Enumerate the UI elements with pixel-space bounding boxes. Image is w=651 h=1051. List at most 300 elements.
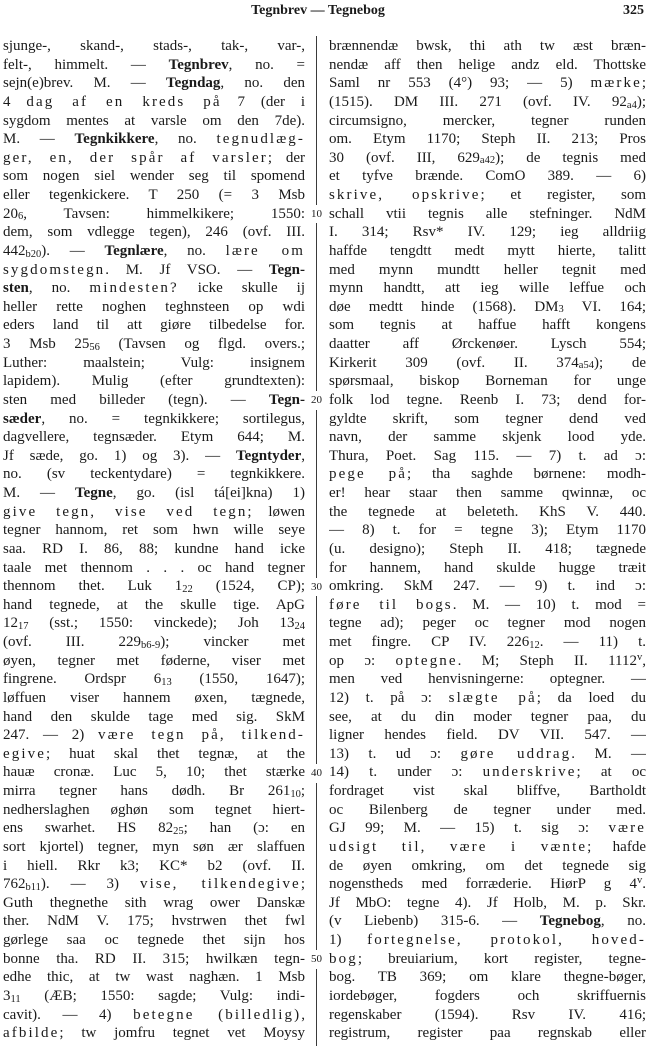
line-text: ); [636, 93, 646, 110]
subscript: a42 [479, 155, 496, 167]
page-number: 325 [623, 3, 644, 18]
text-line [3, 745, 305, 764]
text-line [329, 782, 646, 801]
text-line [329, 968, 646, 987]
text-line [329, 503, 646, 522]
text-line [3, 93, 305, 112]
line-text: bog. TB 369; om klare thegne-bøger, [329, 969, 646, 986]
line-text: men ved henvisningerne: optegner. — [329, 671, 646, 688]
line-text: brænnendæ bwsk, thi ath tw æst bræn- [329, 38, 646, 54]
line-text: , no. [28, 280, 90, 297]
text-line [3, 559, 305, 578]
line-text: VI. 164; [563, 298, 646, 315]
line-text: ; [641, 75, 646, 92]
text-line [329, 223, 646, 242]
line-text: 7 (der i [221, 93, 305, 110]
text-line [3, 521, 305, 540]
text-line [3, 708, 305, 727]
spaced-text: udsigt til, være i vænte [329, 838, 588, 855]
text-line [3, 540, 305, 559]
line-text: ; [300, 783, 305, 799]
line-text: iordebøger, fogders och skriffuernis [329, 987, 646, 1004]
text-line [329, 1024, 646, 1043]
text-line [329, 894, 646, 913]
line-text: , no. den [220, 75, 305, 92]
line-text: ens swarhet. HS 82 [3, 820, 174, 837]
line-number: 30 [306, 578, 327, 597]
text-line [3, 689, 305, 708]
line-text: nendæ aff then helige andz eld. Thottske [329, 56, 646, 73]
line-text: . M. — 10) t. mod = [452, 596, 646, 613]
line-text: ); de tegnis med [495, 149, 646, 166]
spaced-text: være [608, 820, 646, 837]
line-text: lapidem). Mulig (efter grundtexten): [3, 373, 305, 390]
subscript: 13 [161, 676, 172, 688]
text-line [3, 410, 305, 429]
line-text: Saml nr 553 (4°) 93; — 5) [329, 75, 591, 92]
spaced-text: slægte på [448, 689, 537, 706]
text-line [3, 112, 305, 131]
text-line [3, 130, 305, 149]
text-line [3, 838, 305, 857]
spaced-text: mindesten? [89, 280, 179, 297]
headword: Tegntyder [235, 447, 302, 464]
line-text: 3 Msb 25 [3, 336, 90, 352]
spaced-text: underskrive [482, 764, 577, 781]
subscript: 25 [173, 825, 184, 837]
text-line [329, 540, 646, 559]
text-line [3, 950, 305, 969]
line-text: , [301, 1006, 305, 1023]
text-line [329, 857, 646, 876]
text-line [3, 782, 305, 801]
line-text: sygdom mentes at varsle om den 7de). [3, 112, 305, 129]
text-line [3, 763, 305, 782]
line-text: 3 [3, 987, 11, 1004]
text-line [329, 354, 646, 373]
line-text: , Tavsen: himmelkikere; 1550: [23, 205, 305, 222]
text-line [329, 261, 646, 280]
spaced-text: sygdomstegn [3, 261, 106, 278]
right-column [329, 37, 646, 1043]
line-text: mirra tegner hans dødh. Br 261 [3, 783, 291, 799]
text-line [329, 74, 646, 93]
spaced-text: pege på [329, 466, 407, 483]
spaced-text: lære om [225, 242, 305, 259]
line-text: edhe thic, at tw wast naghæn. 1 Msb [3, 969, 305, 986]
line-text: et tyfve brænde. ComO 389. — 6) [329, 168, 646, 185]
line-text: (u. designo); Steph II. 418; tægnede [329, 540, 646, 557]
text-line [329, 279, 646, 298]
superscript: v [637, 875, 643, 887]
line-text: i hiell. Rkr k3; KC* b2 (ovf. II. [3, 857, 305, 874]
line-text: . — 11) t. [539, 634, 646, 650]
line-text: 762 [3, 876, 26, 893]
line-text: som tegnis at haffue hafft kongens [329, 317, 646, 334]
text-line [3, 186, 305, 205]
text-line [329, 670, 646, 689]
line-text: (1524, CP); [192, 578, 305, 595]
text-line [329, 130, 646, 149]
left-column [3, 37, 305, 1043]
line-text: gyldte skrift, som tegner dend ved [329, 410, 646, 427]
line-text: nedherslaghen øghøn som tegnet hiert- [3, 801, 305, 818]
line-text: M. — [3, 131, 75, 148]
line-text: . M. Jf VSO. — [105, 261, 269, 278]
line-text: døe medtt hinde (1568). DM [329, 298, 559, 315]
line-number: 10 [306, 205, 327, 224]
line-text: eders land til att giøre tilbedelse for. [3, 317, 305, 334]
headword: Tegnkikkere [74, 131, 155, 148]
line-text: ; der [267, 149, 305, 166]
line-text: GJ 99; M. — 15) t. sig ɔ: [329, 820, 609, 837]
headword: sten [3, 280, 29, 297]
line-text: dagvellere, tegnsæder. Etym 644; M. [3, 429, 305, 446]
line-text: Jf MbO: tegne 4). Jf Holb, M. p. Skr. [329, 894, 646, 911]
spaced-text: være tegn på, tilkend- [98, 727, 305, 744]
subscript: a4 [626, 99, 637, 111]
text-line [3, 316, 305, 335]
text-line [329, 875, 646, 894]
line-text: ther. NdM V. 175; hvstrwen thet fwl [3, 913, 305, 930]
line-text: tegner hannom, ret som hwn wille seye [3, 522, 305, 539]
text-line [3, 298, 305, 317]
line-text: Jf sæde, go. 1) og 3). — [3, 447, 236, 464]
text-line [329, 931, 646, 950]
spaced-text: ger, en, der spår af varsler [3, 149, 268, 166]
line-text: ; tw jomfru tegnet vet Moysy [59, 1025, 305, 1042]
text-line [3, 391, 305, 410]
line-text: 30 (ovf. III, 629 [329, 149, 480, 166]
line-text: haffde tengdtt medt mytt hierte, talitt [329, 242, 646, 259]
text-line [329, 708, 646, 727]
text-line [3, 931, 305, 950]
spaced-text: betegne (billedlig) [133, 1006, 302, 1023]
line-text: ); de [593, 354, 646, 371]
line-text: (1515). DM III. 271 (ovf. IV. 92 [329, 93, 627, 110]
text-line [3, 819, 305, 838]
text-line [329, 391, 646, 410]
line-text: folk lod tegne. Reenb I. 73; dend for- [329, 391, 646, 408]
line-text: eller tegenkickere. T 250 (= 3 Msb [3, 187, 305, 203]
line-text: saa. RD I. 86, 88; kundne hand icke [3, 540, 305, 557]
line-text: ; hafde [587, 838, 646, 855]
spaced-text: føre til bogs [329, 596, 453, 613]
line-text: ). — [41, 242, 105, 259]
text-line [329, 447, 646, 466]
text-line [329, 205, 646, 224]
text-line [329, 298, 646, 317]
line-number: 20 [306, 391, 327, 410]
line-text: 20 [3, 205, 18, 222]
line-text: Luther: maalstein; Vulg: insignem [3, 354, 305, 371]
spaced-text: optegne [395, 652, 458, 669]
text-line [329, 242, 646, 261]
line-text: felt-, himmelt. — [3, 56, 169, 73]
line-text: , no. [600, 913, 646, 930]
text-line [329, 186, 646, 205]
line-text: ; at oc [576, 764, 646, 781]
headword: Tegnebog [539, 913, 601, 930]
text-line [3, 801, 305, 820]
text-line [329, 689, 646, 708]
line-text: som nogen siel wender seg til spomend [3, 168, 305, 185]
line-text: met fingre. CP IV. 226 [329, 634, 530, 650]
text-line [3, 279, 305, 298]
text-line [329, 633, 646, 652]
line-text: . M; Steph II. 1112 [457, 652, 637, 669]
line-text: heller rette noghen teghnsteen op wdi [3, 298, 305, 315]
line-text: navn, der samme skjenk lood yde. [329, 429, 646, 446]
headword: Tegn- [268, 391, 305, 408]
text-line [329, 596, 646, 615]
line-text: løffuen viser hannem øxen, tægnede, [3, 689, 305, 706]
text-line [329, 372, 646, 391]
text-line [3, 261, 305, 280]
line-text: sjunge-, skand-, stads-, tak-, var-, [3, 38, 305, 54]
line-text: 14) t. under ɔ: [329, 764, 483, 781]
line-text: øyen, tegner met føderne, viser met [3, 652, 305, 669]
line-text: , no. = tegnkikkere; sortilegus, [41, 410, 305, 427]
line-text: daatter aff Ørckenøer. Lysch 554; [329, 336, 646, 352]
line-text: ; han (ɔ: en [183, 820, 305, 837]
line-text: 12) t. på ɔ: [329, 689, 449, 706]
text-line [3, 670, 305, 689]
text-line [329, 559, 646, 578]
line-text: fordraget vist skal bliffve, Bartholdt [329, 783, 646, 799]
line-text: , no. [163, 242, 226, 259]
text-line [329, 987, 646, 1006]
line-text: gørlege saa oc tegnede thet sijn hos [3, 932, 305, 948]
line-text: bonne tha. RD II. 315; hwilkæn tegn- [3, 950, 305, 967]
line-text: op ɔ: [329, 652, 396, 669]
text-line [3, 912, 305, 931]
line-text: ); vincker met [160, 634, 305, 650]
line-text: taale met thennom . . . oc hand tegner [3, 559, 305, 576]
text-line [3, 37, 305, 56]
text-line [329, 316, 646, 335]
spaced-text: afbilde [3, 1025, 60, 1042]
text-line [329, 465, 646, 484]
text-line [329, 56, 646, 75]
line-text: nogenstheds med forræderie. HiørP g 4 [329, 876, 637, 893]
line-text: for hannem, hand skulde hugge træit [329, 559, 646, 576]
subscript: 56 [89, 341, 100, 353]
line-text: Guth thegnethe sith wrag ower Danskæ [3, 894, 305, 911]
line-text: (ÆB; 1550: sagde; Vulg: indi- [20, 987, 305, 1004]
text-line [329, 745, 646, 764]
text-line [3, 56, 305, 75]
line-text: I. 314; Rsv* IV. 129; ieg alldriig [329, 224, 646, 241]
line-text: fingrene. Ordspr 6 [3, 671, 162, 688]
line-text: , no. [154, 131, 217, 148]
line-text: ; huat skal thet tegnæ, at the [45, 745, 305, 762]
line-text: — 8) t. for = tegne 3); Etym 1170 [329, 522, 646, 539]
line-text: Kirkerit 309 (ovf. II. 374 [329, 354, 579, 371]
text-line [329, 614, 646, 633]
line-text: regenskaber (1594). Rsv IV. 416; [329, 1006, 646, 1023]
text-line [3, 968, 305, 987]
text-line [3, 596, 305, 615]
line-text: , go. (isl tá[ei]kna) 1) [112, 485, 305, 501]
line-text: omkring. SkM 247. — 9) t. ind ɔ: [329, 578, 646, 595]
text-line [3, 857, 305, 876]
text-line [329, 912, 646, 931]
text-line [329, 37, 646, 56]
text-line [329, 726, 646, 745]
line-text: hand tegnede, at the skulle tige. ApG [3, 596, 305, 613]
running-title: Tegnbrev — Tegnebog [251, 3, 385, 18]
headword: Tegnlære [104, 242, 164, 259]
line-text: sort kjortel) tegner, myn søn ær slaffuen [3, 838, 305, 855]
line-text: (v Liebenb) 315-6. — [329, 913, 540, 930]
spaced-text: bog [329, 950, 358, 967]
text-line [3, 652, 305, 671]
line-text: (sst.; 1550: vinckede); Joh 13 [28, 615, 295, 632]
spaced-text: skrive, opskrive [329, 187, 481, 203]
line-text: 4 [3, 93, 27, 110]
headword: Tegndag [165, 75, 221, 92]
text-line [3, 726, 305, 745]
text-line [329, 149, 646, 168]
headword: Tegn- [268, 261, 305, 278]
text-line [3, 447, 305, 466]
line-text: the tegnede at beleteth. KhS V. 440. [329, 503, 646, 520]
line-text: 13) t. ud ɔ: [329, 745, 461, 762]
text-line [3, 987, 305, 1006]
line-text: . [642, 876, 646, 893]
text-line [3, 354, 305, 373]
text-line [3, 1006, 305, 1025]
text-line [3, 223, 305, 242]
line-text: . M. — [571, 745, 646, 762]
line-text: 12 [3, 615, 18, 632]
running-header [0, 1, 651, 21]
text-line [329, 652, 646, 671]
line-text: 247. — 2) [3, 727, 98, 744]
superscript: v [637, 651, 643, 663]
line-text: tegne ad); peger oc tegner mod nogen [329, 615, 646, 632]
text-line [3, 149, 305, 168]
line-text: de øyen omkring, om det tegnede sig [329, 857, 646, 874]
line-text: Thura, Poet. Sag 115. — 7) t. ad ɔ: [329, 447, 646, 464]
line-text: med mynn mundtt heller tegnit med [329, 261, 646, 278]
headword: Tegne [74, 485, 113, 501]
line-number: 50 [306, 950, 327, 969]
text-line [3, 577, 305, 596]
line-text: hand den skulde tage med sig. SkM [3, 708, 305, 725]
line-text: registrum, register paa regnskab eller [329, 1025, 646, 1042]
line-text: mynn handtt, att ieg wille leffue och [329, 280, 646, 297]
text-line [3, 205, 305, 224]
spaced-text: give tegn, vise ved tegn [3, 503, 248, 520]
text-line [3, 372, 305, 391]
text-line [329, 335, 646, 354]
line-text: , [301, 447, 305, 464]
headword: Tegnbrev [168, 56, 229, 73]
line-text: er! hear staar then samme qwinnæ, oc [329, 485, 646, 501]
text-line [329, 950, 646, 969]
subscript: b20 [25, 248, 42, 260]
text-line [3, 242, 305, 261]
text-line [3, 633, 305, 652]
line-number: 40 [306, 764, 327, 783]
line-text: om. Etym 1170; Steph II. 213; Pros [329, 131, 646, 148]
text-line [329, 93, 646, 112]
line-text: ; et register, som [480, 187, 646, 203]
text-line [329, 428, 646, 447]
line-text: ; løwen [247, 503, 305, 520]
subscript: b11 [25, 881, 41, 893]
line-text: schall vtii tegnis alle stefninger. NdM [329, 205, 646, 222]
line-text: ; da loed du [536, 689, 646, 706]
text-line [3, 428, 305, 447]
line-text: sejn(e)brev. M. — [3, 75, 166, 92]
text-line [329, 763, 646, 782]
spaced-text: gøre uddrag [460, 745, 572, 762]
spaced-text: egive [3, 745, 46, 762]
subscript: 12 [529, 639, 540, 651]
text-line [3, 614, 305, 633]
subscript: 17 [18, 621, 29, 633]
line-text: spørsmaal, biskop Borneman for unge [329, 373, 646, 390]
line-number-gutter [306, 37, 327, 1043]
spaced-text: vise, tilkendegive [140, 876, 301, 893]
line-text: (1550, 1647); [171, 671, 305, 688]
text-line [3, 1024, 305, 1043]
text-line [329, 838, 646, 857]
line-text: ; [300, 876, 305, 893]
line-text: ; breuiarium, kort register, tegne- [357, 950, 646, 967]
line-text: 442 [3, 242, 26, 259]
line-text: oc Bilenberg de tegner under med. [329, 801, 646, 818]
line-text: ). — 3) [40, 876, 140, 893]
subscript: a54 [578, 360, 594, 372]
line-text: thennom thet. Luk 1 [3, 578, 183, 595]
text-line [329, 112, 646, 131]
headword: sæder [3, 410, 42, 427]
text-line [3, 875, 305, 894]
line-text: no. (sv teckentydare) = tegnkikkere. [3, 466, 305, 483]
spaced-text: fortegnelse, protokol, hoved- [367, 932, 646, 948]
text-line [329, 819, 646, 838]
line-text: , no. = [228, 56, 305, 73]
line-text: circumsigno, mercker, tegner runden [329, 112, 646, 129]
text-line [329, 167, 646, 186]
line-text: (Tavsen og flgd. overs.; [99, 336, 305, 352]
spaced-text: dag af en kreds på [26, 93, 222, 110]
text-line [3, 484, 305, 503]
subscript: 3 [558, 304, 564, 316]
text-line [329, 484, 646, 503]
text-line [3, 503, 305, 522]
subscript: 24 [294, 621, 305, 633]
line-text: M. — [3, 485, 75, 501]
line-text: (ovf. III. 229 [3, 634, 142, 650]
line-text: ligner hendes field. DV VII. 547. — [329, 727, 646, 744]
line-text: icke skulle ij [178, 280, 305, 297]
line-text: cavit). — 4) [3, 1006, 134, 1023]
subscript: 22 [182, 583, 193, 595]
subscript: 11 [10, 993, 21, 1005]
text-line [3, 74, 305, 93]
line-text: 1) [329, 932, 368, 948]
text-line [3, 465, 305, 484]
subscript: 6 [18, 211, 24, 223]
spaced-text: tegnudlæg- [216, 131, 305, 148]
text-line [3, 167, 305, 186]
text-line [329, 521, 646, 540]
